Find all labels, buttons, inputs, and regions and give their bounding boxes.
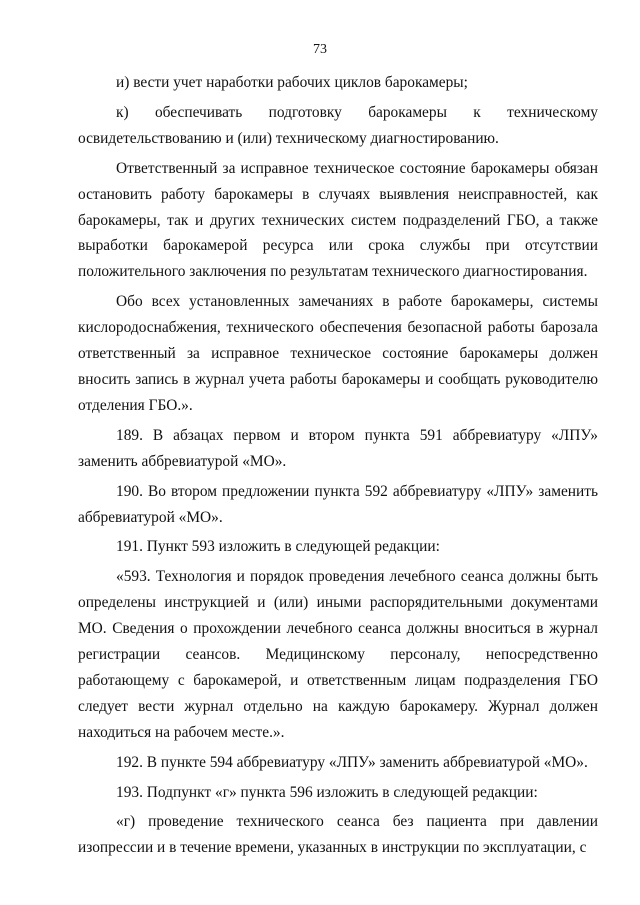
paragraph-190: 190. Во втором предложении пункта 592 аббревиатуру «ЛПУ» заменить аббревиатурой «МО».: [78, 482, 598, 526]
paragraph-189: 189. В абзацах первом и втором пункта 591 аббревиатуру «ЛПУ» заменить аббревиатурой «МО».: [78, 426, 598, 470]
paragraph-item-i: и) вести учет наработки рабочих циклов барокамеры;: [116, 74, 468, 91]
paragraph-192: 192. В пункте 594 аббревиатуру «ЛПУ» заменить аббревиатурой «МО».: [116, 753, 588, 771]
paragraph-remarks-journal: Обо всех установленных замечаниях в работе барокамеры, системы кислородоснабжения, технического обеспечения безопасной работы барозала ответственный за исправное техническое состояние барокамеры должен вносить запись в журнал учета работы барокамеры и сообщать руководителю отделения ГБО.».: [78, 293, 598, 414]
paragraph-responsible-stop-operation: Ответственный за исправное техническое состояние барокамеры обязан остановить работу барокамеры в случаях выявления неисправностей, как барокамеры, так и других технических систем подразделений ГБО, а также выработки барокамерой ресурса или срока службы при отсутствии положительного заключения по результатам технического диагностирования.: [78, 159, 598, 281]
page-number: 73: [313, 42, 327, 57]
document-body: [78, 70, 598, 861]
paragraph-593-text: «593. Технология и порядок проведения лечебного сеанса должны быть определены инструкцией и (или) иными распорядительными документами МО. Сведения о прохождении лечебного сеанса должны вноситься в журнал регистрации сеансов. Медицинскому персоналу, непосредственно работающему с барокамерой, и ответственным лицам подразделения ГБО следует вести журнал отдельно на каждую барокамеру. Журнал должен находиться на рабочем месте.».: [78, 568, 598, 741]
paragraph-193: 193. Подпункт «г» пункта 596 изложить в следующей редакции:: [116, 783, 538, 801]
paragraph-191: 191. Пункт 593 изложить в следующей редакции:: [116, 538, 440, 556]
paragraph-item-g: «г) проведение технического сеанса без пациента при давлении изопрессии и в течение времени, указанных в инструкции по эксплуатации, с: [78, 813, 598, 857]
paragraph-item-k: к) обеспечивать подготовку барокамеры к техническому освидетельствованию и (или) техническому диагностированию.: [78, 103, 598, 147]
